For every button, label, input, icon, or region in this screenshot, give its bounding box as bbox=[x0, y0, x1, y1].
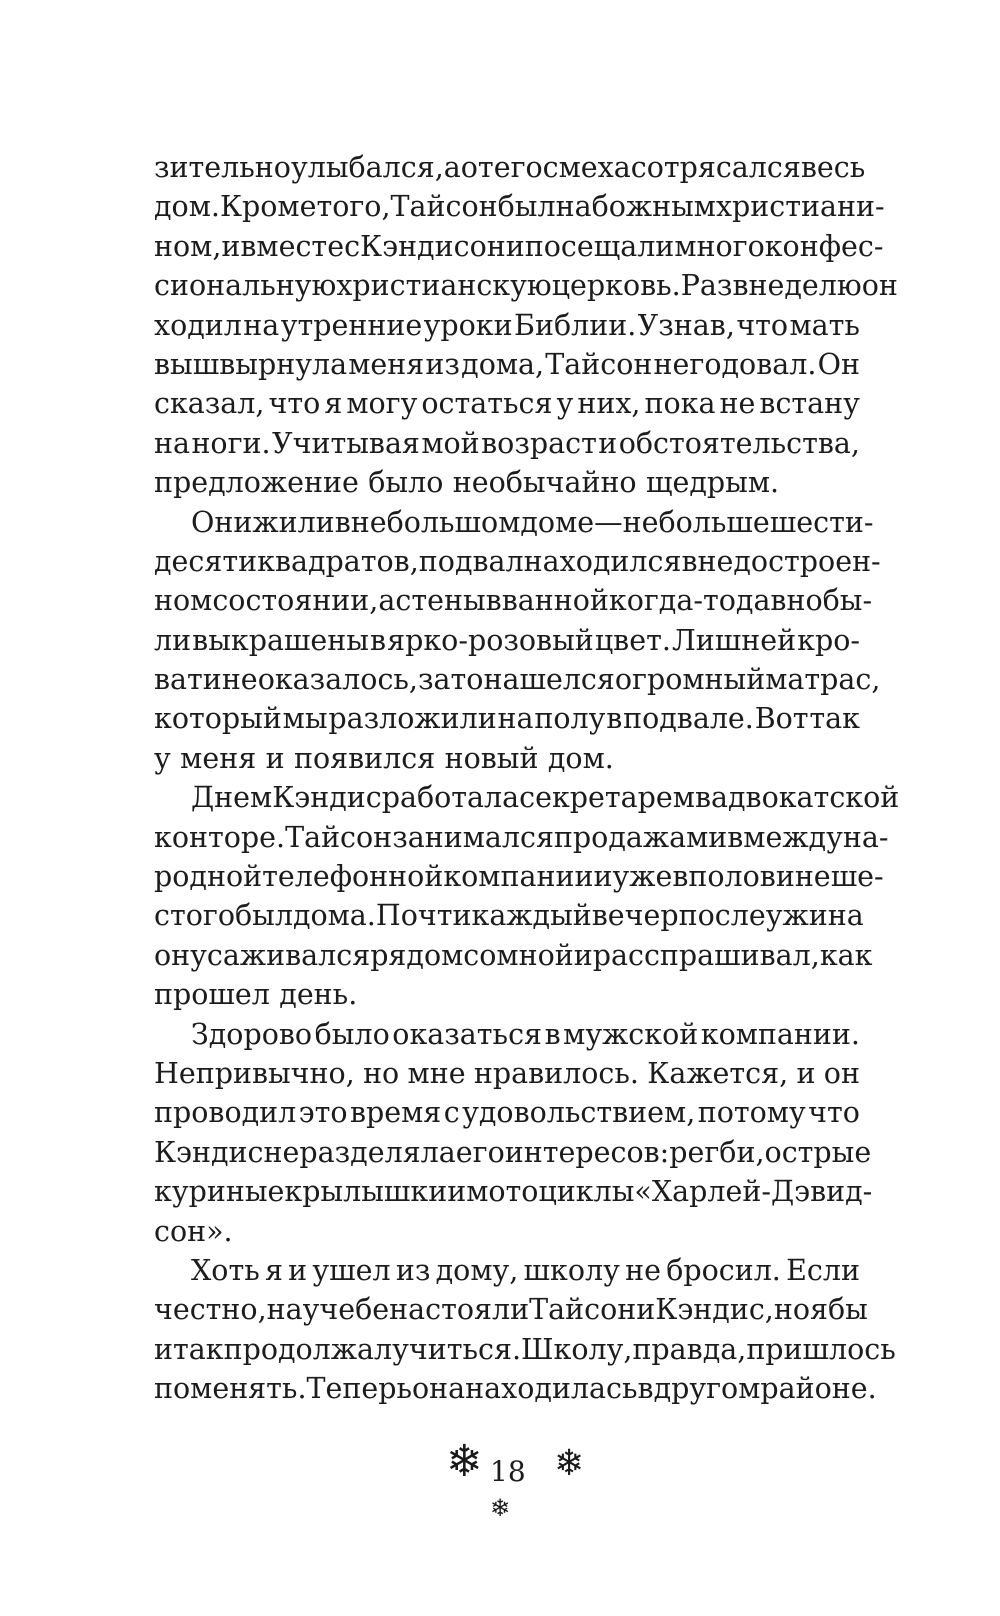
word: матрас, bbox=[765, 663, 881, 697]
text-line bbox=[154, 1290, 868, 1329]
word: бы bbox=[828, 1293, 868, 1327]
text-line bbox=[154, 699, 860, 738]
word: Они bbox=[191, 505, 253, 539]
text-line bbox=[154, 1015, 860, 1054]
text-line bbox=[154, 621, 860, 660]
word: он bbox=[823, 1056, 860, 1090]
word: но bbox=[773, 1293, 811, 1327]
word: другом bbox=[653, 1372, 761, 1406]
word: ше- bbox=[830, 860, 884, 894]
word: на bbox=[243, 308, 280, 342]
word: учебе bbox=[302, 1293, 390, 1327]
word: Кэндис bbox=[272, 781, 382, 815]
word: районе. bbox=[760, 1372, 877, 1406]
word: разложили bbox=[328, 702, 497, 736]
word: на bbox=[266, 1293, 303, 1327]
word: ноги. bbox=[191, 426, 271, 460]
word: давно bbox=[735, 584, 823, 618]
word: ужина bbox=[765, 899, 864, 933]
word: а bbox=[378, 584, 396, 618]
word: уже bbox=[612, 860, 673, 894]
word: ном, bbox=[154, 229, 222, 263]
word: с bbox=[443, 1096, 460, 1130]
word: негодовал. bbox=[653, 347, 817, 381]
word: Кажется, bbox=[647, 1056, 789, 1090]
text-line bbox=[154, 1054, 860, 1093]
word: — bbox=[594, 505, 623, 539]
word: не bbox=[263, 1135, 300, 1169]
word: Школу, bbox=[521, 1332, 633, 1366]
word: Учитывая bbox=[272, 426, 420, 460]
word: мужской bbox=[563, 1017, 699, 1051]
word: потому bbox=[697, 1096, 806, 1130]
text-line bbox=[154, 660, 881, 699]
word: в bbox=[370, 623, 387, 657]
text-line bbox=[154, 463, 860, 502]
word: занимался bbox=[392, 820, 554, 854]
word: жили bbox=[252, 505, 335, 539]
word: мотоциклы bbox=[466, 1175, 635, 1209]
word: кро- bbox=[797, 623, 860, 657]
word: интересов: bbox=[504, 1135, 670, 1169]
word: и bbox=[598, 426, 618, 460]
word: ярко-розовый bbox=[387, 623, 594, 657]
word: в bbox=[672, 860, 689, 894]
word: и bbox=[265, 741, 285, 775]
word: мной bbox=[496, 938, 574, 972]
word: не bbox=[719, 387, 756, 421]
word: а bbox=[443, 151, 461, 184]
word: необычайно bbox=[452, 466, 637, 500]
word: регби, bbox=[669, 1135, 765, 1169]
word: и bbox=[573, 938, 593, 972]
word: острые bbox=[764, 1135, 872, 1169]
word: встану bbox=[759, 387, 860, 421]
word: как bbox=[819, 938, 873, 972]
word: и bbox=[593, 860, 613, 894]
text-line bbox=[154, 424, 860, 463]
word: десяти bbox=[154, 544, 258, 578]
snowflake-icon: ❄ bbox=[490, 1494, 511, 1522]
word: мы bbox=[282, 702, 328, 736]
word: дома. bbox=[292, 899, 376, 933]
word: расспрашивал, bbox=[592, 938, 820, 972]
word: был bbox=[497, 190, 556, 224]
word: зительно bbox=[154, 151, 291, 184]
word: и bbox=[447, 1175, 467, 1209]
word: половине bbox=[688, 860, 831, 894]
word: бросил. bbox=[666, 1253, 781, 1287]
word: улыбался, bbox=[290, 151, 444, 184]
word: смеха bbox=[542, 151, 631, 184]
word: правда, bbox=[632, 1332, 747, 1366]
word: недостроен- bbox=[697, 544, 881, 578]
word: настояли bbox=[389, 1293, 530, 1327]
word: было bbox=[368, 466, 444, 500]
word: Днем bbox=[191, 781, 273, 815]
word: Библии. bbox=[514, 308, 637, 342]
word: со bbox=[463, 938, 497, 972]
word: Он bbox=[817, 347, 860, 381]
text-line bbox=[154, 975, 860, 1014]
word: больше bbox=[658, 505, 770, 539]
word: но bbox=[363, 1056, 400, 1090]
text-line bbox=[154, 542, 881, 581]
word: адвокатской bbox=[711, 781, 900, 815]
word: дом. bbox=[547, 741, 614, 775]
word: христианскую bbox=[336, 269, 552, 303]
text-line bbox=[154, 1093, 860, 1132]
word: разделяла bbox=[299, 1135, 456, 1169]
word: ушел bbox=[312, 1253, 391, 1287]
word: того, bbox=[316, 190, 391, 224]
word: и bbox=[221, 229, 241, 263]
word: оказалось, bbox=[257, 663, 418, 697]
word: вышвырнула bbox=[154, 347, 348, 381]
word: сказал, bbox=[154, 387, 265, 421]
word: учиться. bbox=[392, 1332, 521, 1366]
word: из bbox=[425, 347, 460, 381]
word: ли bbox=[154, 623, 192, 657]
word: Тайсон bbox=[545, 347, 653, 381]
word: посещали bbox=[524, 229, 675, 263]
word: не bbox=[622, 505, 659, 539]
body-text bbox=[154, 148, 900, 1409]
word: огромный bbox=[614, 663, 766, 697]
word: секретарем bbox=[519, 781, 695, 815]
word: крылышки bbox=[284, 1175, 448, 1209]
word: его bbox=[493, 151, 543, 184]
word: стого bbox=[154, 899, 235, 933]
word: который bbox=[154, 702, 282, 736]
word: щедрым. bbox=[646, 466, 780, 500]
word: доме bbox=[520, 505, 595, 539]
text-line bbox=[154, 896, 864, 935]
word: телефонной bbox=[262, 860, 444, 894]
snowflake-icon: ❄ bbox=[554, 1443, 585, 1484]
word: Тайсон bbox=[285, 820, 393, 854]
word: Лишней bbox=[671, 623, 797, 657]
text-line bbox=[154, 1172, 873, 1211]
word: он bbox=[861, 269, 898, 303]
word: Тайсон bbox=[529, 1293, 637, 1327]
word: не bbox=[625, 1253, 661, 1287]
word: сиональную bbox=[154, 269, 337, 303]
word: было bbox=[314, 1017, 390, 1051]
word: конторе. bbox=[154, 820, 286, 854]
word: могу bbox=[346, 387, 418, 421]
text-line bbox=[154, 227, 884, 266]
word: время bbox=[349, 1096, 442, 1130]
word: и bbox=[288, 1253, 308, 1287]
word: в bbox=[681, 544, 698, 578]
page-number: 18 bbox=[490, 1455, 526, 1488]
word: школу bbox=[523, 1253, 620, 1287]
word: междуна- bbox=[743, 820, 889, 854]
word: в bbox=[637, 1372, 654, 1406]
word: нравилось. bbox=[473, 1056, 639, 1090]
word: стены bbox=[395, 584, 486, 618]
word: состоянии, bbox=[212, 584, 379, 618]
text-line bbox=[154, 739, 860, 778]
word: набожным bbox=[555, 190, 716, 224]
word: Почти bbox=[375, 899, 472, 933]
word: работала bbox=[381, 781, 520, 815]
word: пока bbox=[644, 387, 716, 421]
word: Кроме bbox=[219, 190, 317, 224]
word: ном bbox=[154, 584, 213, 618]
word: нашелся bbox=[483, 663, 615, 697]
word: сотрясался bbox=[630, 151, 801, 184]
word: находилась bbox=[465, 1372, 638, 1406]
word: выкрашены bbox=[192, 623, 369, 657]
word: после bbox=[678, 899, 766, 933]
word: от bbox=[460, 151, 494, 184]
word: появился bbox=[293, 741, 436, 775]
text-line bbox=[154, 778, 900, 817]
word: цвет. bbox=[594, 623, 671, 657]
word: утренние bbox=[280, 308, 423, 342]
word: был bbox=[234, 899, 293, 933]
text-line bbox=[154, 857, 884, 896]
text-line bbox=[154, 1330, 896, 1369]
text-line bbox=[154, 345, 860, 384]
word: остаться bbox=[421, 387, 553, 421]
word: куриные bbox=[154, 1175, 285, 1209]
word: продажами bbox=[553, 820, 728, 854]
word: мой bbox=[421, 426, 480, 460]
word: в bbox=[694, 781, 711, 815]
word: каждый bbox=[471, 899, 592, 933]
word: ходил bbox=[154, 308, 242, 342]
word: когда-то bbox=[608, 584, 736, 618]
word: усаживался bbox=[190, 938, 371, 972]
word: Вот bbox=[754, 702, 809, 736]
word: Теперь bbox=[306, 1372, 413, 1406]
word: Непривычно, bbox=[154, 1056, 355, 1090]
word: бы- bbox=[822, 584, 873, 618]
word: продолжал bbox=[223, 1332, 393, 1366]
word: подвале. bbox=[623, 702, 754, 736]
word: мне bbox=[407, 1056, 466, 1090]
word: предложение bbox=[154, 466, 359, 500]
snowflake-icon: ❄ bbox=[446, 1436, 483, 1487]
word: что bbox=[808, 1096, 860, 1130]
word: они bbox=[469, 229, 525, 263]
word: подвал bbox=[418, 544, 524, 578]
word: зато bbox=[418, 663, 484, 697]
word: новый bbox=[444, 741, 539, 775]
word: прошел bbox=[154, 978, 270, 1012]
word: на bbox=[497, 702, 534, 736]
word: в bbox=[606, 702, 623, 736]
word: них, bbox=[577, 387, 641, 421]
word: возраст bbox=[481, 426, 597, 460]
text-line bbox=[154, 1212, 860, 1251]
word: он bbox=[154, 938, 191, 972]
word: вати bbox=[154, 663, 222, 697]
word: рядом bbox=[370, 938, 464, 972]
word: меня bbox=[180, 741, 257, 775]
word: и bbox=[796, 1056, 816, 1090]
word: «Харлей-Дэвид- bbox=[634, 1175, 873, 1209]
word: что bbox=[268, 387, 321, 421]
text-line bbox=[154, 266, 898, 305]
word: день. bbox=[279, 978, 358, 1012]
word: компании. bbox=[700, 1017, 860, 1051]
word: это bbox=[298, 1096, 348, 1130]
word: так bbox=[173, 1332, 224, 1366]
word: мать bbox=[789, 308, 860, 342]
word: в bbox=[732, 269, 749, 303]
word: дом. bbox=[154, 190, 220, 224]
word: вечер bbox=[591, 899, 679, 933]
text-line bbox=[154, 306, 860, 345]
word: я bbox=[324, 387, 343, 421]
word: она bbox=[412, 1372, 466, 1406]
word: с bbox=[344, 229, 361, 263]
text-line bbox=[154, 1369, 877, 1408]
text-line bbox=[154, 818, 889, 857]
word: в bbox=[485, 584, 502, 618]
word: в bbox=[334, 505, 351, 539]
word: не bbox=[221, 663, 258, 697]
word: Кэндис bbox=[154, 1135, 264, 1169]
text-line bbox=[154, 1251, 860, 1290]
word: что bbox=[736, 308, 789, 342]
word: сон». bbox=[154, 1214, 233, 1248]
word: из bbox=[395, 1253, 431, 1287]
word: и bbox=[154, 1332, 173, 1366]
word: оказаться bbox=[392, 1017, 543, 1051]
word: Кэндис bbox=[360, 229, 470, 263]
word: я bbox=[264, 1253, 283, 1287]
word: вместе bbox=[240, 229, 345, 263]
word: ванной bbox=[501, 584, 609, 618]
word: шести- bbox=[769, 505, 874, 539]
word: Если bbox=[786, 1253, 860, 1287]
word: компании bbox=[443, 860, 594, 894]
word: поменять. bbox=[154, 1372, 307, 1406]
word: неделю bbox=[748, 269, 862, 303]
word: меня bbox=[348, 347, 425, 381]
text-line bbox=[154, 187, 885, 226]
word: квадратов, bbox=[257, 544, 419, 578]
word: Хоть bbox=[191, 1253, 260, 1287]
text-line bbox=[154, 1133, 872, 1172]
word: пришлось bbox=[746, 1332, 896, 1366]
word: Раз bbox=[680, 269, 733, 303]
word: я bbox=[810, 1293, 828, 1327]
word: проводил bbox=[154, 1096, 297, 1130]
word: дому, bbox=[435, 1253, 519, 1287]
word: его bbox=[455, 1135, 505, 1169]
word: родной bbox=[154, 860, 263, 894]
text-line bbox=[154, 503, 874, 542]
word: христиани- bbox=[715, 190, 885, 224]
word: на bbox=[154, 426, 190, 460]
word: полу bbox=[534, 702, 606, 736]
word: церковь. bbox=[551, 269, 681, 303]
word: в bbox=[727, 820, 744, 854]
word: дома, bbox=[461, 347, 545, 381]
word: Кэндис, bbox=[655, 1293, 774, 1327]
word: удовольствием, bbox=[462, 1096, 696, 1130]
page-footer bbox=[0, 1436, 1000, 1550]
word: многоконфес- bbox=[674, 229, 884, 263]
word: Тайсон bbox=[390, 190, 498, 224]
word: Узнав, bbox=[637, 308, 735, 342]
word: так bbox=[809, 702, 860, 736]
word: весь bbox=[800, 151, 866, 184]
text-line bbox=[154, 581, 873, 620]
word: честно, bbox=[154, 1293, 267, 1327]
word: у bbox=[556, 387, 574, 421]
word: уроки bbox=[423, 308, 513, 342]
word: и bbox=[636, 1293, 656, 1327]
word: Здорово bbox=[191, 1017, 313, 1051]
word: находился bbox=[523, 544, 682, 578]
text-line bbox=[154, 384, 860, 423]
text-line bbox=[154, 936, 873, 975]
word: небольшом bbox=[350, 505, 521, 539]
word: обстоятельства, bbox=[618, 426, 860, 460]
word: у bbox=[154, 741, 171, 775]
text-line bbox=[154, 148, 866, 187]
word: в bbox=[544, 1017, 561, 1051]
